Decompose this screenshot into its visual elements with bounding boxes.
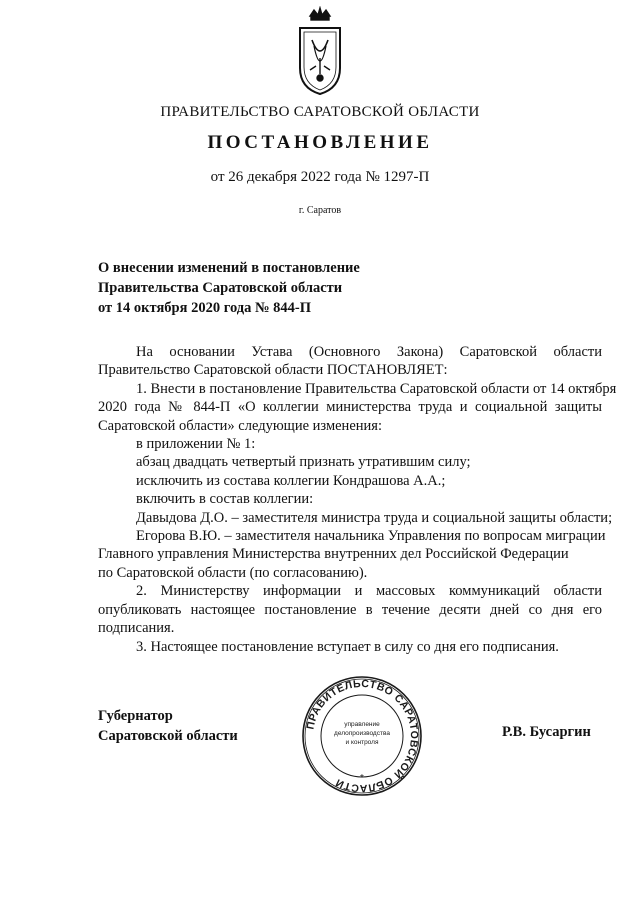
body-line: по Саратовской области (по согласованию). [98, 564, 368, 581]
official-stamp [301, 675, 423, 797]
document-subject [98, 258, 418, 318]
body-line: На основании Устава (Основного Закона) Саратовской области [136, 344, 602, 360]
subject-line: О внесении изменений в постановление [98, 260, 360, 276]
stamp-inner-line: управление [344, 721, 380, 728]
body-line: подписания. [98, 620, 175, 637]
signer-position: Губернатор [98, 708, 173, 724]
body-line: включить в состав коллегии: [136, 491, 314, 508]
document-type-heading: ПОСТАНОВЛЕНИЕ [207, 132, 433, 153]
body-line: исключить из состава коллегии Кондрашова А.А.; [136, 472, 446, 489]
body-line: Егорова В.Ю. – заместителя начальника Управления по вопросам миграции [136, 528, 606, 545]
body-line: 1. Внести в постановление Правительства Саратовской области от 14 октября [136, 380, 617, 397]
body-line: опубликовать настоящее постановление в течение десяти дней со дня его [98, 601, 602, 618]
body-line: Главного управления Министерства внутренних дел Российской Федерации [98, 546, 569, 563]
government-title: ПРАВИТЕЛЬСТВО САРАТОВСКОЙ ОБЛАСТИ [160, 104, 480, 120]
body-line: абзац двадцать четвертый признать утратившим силу; [136, 454, 471, 471]
body-line: 3. Настоящее постановление вступает в силу со дня его подписания. [136, 638, 559, 655]
stamp-star-icon: * [360, 773, 364, 784]
document-body [98, 343, 617, 656]
coat-of-arms-emblem [296, 6, 344, 98]
body-line: Давыдова Д.О. – заместителя министра труда и социальной защиты области; [136, 509, 613, 526]
body-line: Саратовской области» следующие изменения: [98, 417, 382, 434]
body-line: Правительство Саратовской области ПОСТАНОВЛЯЕТ: [98, 362, 448, 379]
body-line: в приложении № 1: [136, 436, 256, 453]
document-date-number: от 26 декабря 2022 года № 1297-П [210, 169, 430, 185]
stamp-inner-line: делопроизводства [334, 730, 390, 737]
body-line: 2. Министерству информации и массовых коммуникаций области [136, 583, 602, 600]
signer-region: Саратовской области [98, 728, 238, 744]
subject-line: Правительства Саратовской области [98, 280, 343, 296]
stamp-ring-text: ПРАВИТЕЛЬСТВО САРАТОВСКОЙ ОБЛАСТИ [304, 677, 421, 795]
signer-title [98, 706, 238, 746]
document-city: г. Саратов [298, 205, 342, 216]
body-line: 2020 года № 844-П «О коллегии министерства труда и социальной защиты [98, 399, 602, 416]
signer-name: Р.В. Бусаргин [502, 724, 591, 740]
subject-line: от 14 октября 2020 года № 844-П [98, 300, 312, 316]
stamp-inner-line: и контроля [345, 739, 379, 746]
